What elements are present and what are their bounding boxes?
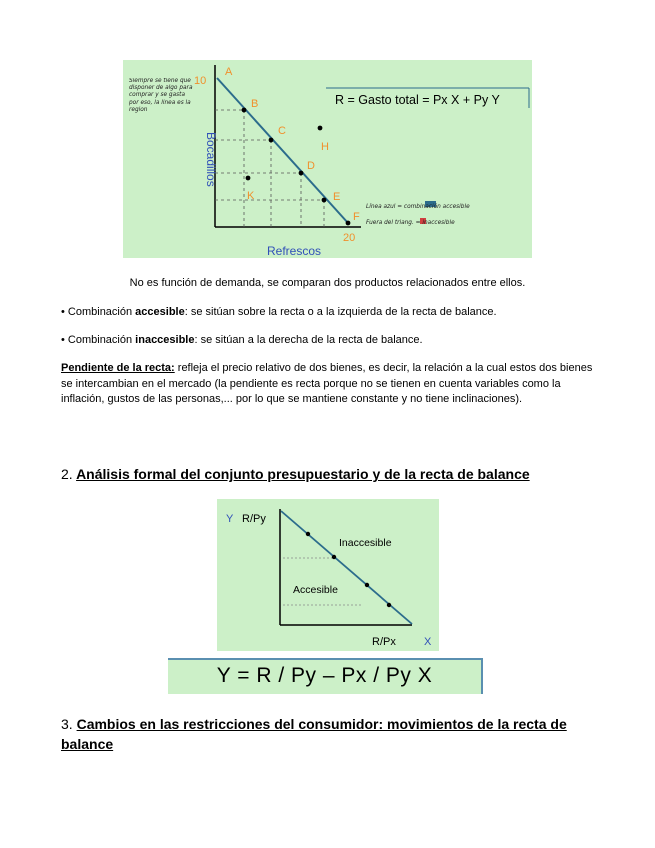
- point-h: [318, 126, 323, 131]
- point-label-c: C: [278, 125, 286, 137]
- point-f: [346, 221, 351, 226]
- budget-set-figure: [217, 499, 439, 651]
- bullet-accesible-prefix: • Combinación: [61, 306, 136, 318]
- fig2-y-intercept-label: R/Py: [242, 513, 266, 525]
- x-max-label: 20: [343, 232, 356, 244]
- section-2-number: 2.: [61, 466, 73, 482]
- point-label-d: D: [307, 160, 315, 172]
- fig2-guides: [283, 558, 363, 605]
- point-b: [242, 108, 247, 113]
- point-label-f: F: [353, 211, 360, 223]
- bullet-accesible: [61, 305, 601, 321]
- figure1-caption: No es función de demanda, se comparan dos productos relacionados entre ellos.: [129, 277, 526, 289]
- handwritten-note-box: [129, 78, 193, 152]
- bullet-inaccesible: [61, 333, 601, 349]
- point-label-e: E: [333, 191, 341, 203]
- fig2-x-intercept-label: R/Px: [372, 636, 396, 648]
- y-axis-label: Bocadillos: [204, 132, 218, 187]
- bullet-accesible-text: : se sitúan sobre la recta o a la izquierda de la recta de balance.: [184, 306, 497, 318]
- equation-box: [168, 658, 483, 694]
- section-2-title: Análisis formal del conjunto presupuestario y de la recta de balance: [76, 466, 530, 482]
- bullet-inaccesible-prefix: • Combinación: [61, 334, 136, 346]
- x-axis-label: Refrescos: [267, 244, 322, 258]
- point-e: [322, 198, 327, 203]
- section-3-title: Cambios en las restricciones del consumidor: movimientos de la recta de balance: [61, 716, 567, 752]
- handwritten-legend: [366, 201, 470, 226]
- budget-line-equation: Y = R / Py – Px / Py X: [216, 664, 433, 687]
- budget-set-chart: [217, 499, 439, 651]
- point-d: [299, 171, 304, 176]
- pendiente-title: Pendiente de la recta:: [61, 362, 175, 374]
- section-2-heading: [61, 466, 530, 482]
- legend-line-2: Fuera del triang. = inaccesible: [366, 220, 455, 226]
- fig2-y-axis-label: Y: [226, 513, 234, 525]
- fig2-inaccesible-label: Inaccesible: [339, 537, 392, 549]
- bullet-inaccesible-text: : se sitúan a la derecha de la recta de balance.: [194, 334, 423, 346]
- point-label-a: A: [225, 66, 233, 78]
- budget-line-chart: [123, 60, 532, 258]
- section-3-number: 3.: [61, 716, 73, 732]
- handwritten-note: Siempre se tiene que disponer de algo para comprar y se gasta por eso, la linea es la region: [129, 78, 193, 113]
- y-max-label: 10: [194, 75, 207, 87]
- fig2-budget-line: [281, 511, 412, 624]
- pendiente-text: refleja el precio relativo de dos bienes, es decir, la relación a la cual estos dos bienes se intercambian en el mercado (la pendiente es recta porque no se tienen en cuenta variables como la inflación, gustos de las personas,... por lo que se mantiene constante y no tiene inclinaciones).: [61, 362, 593, 405]
- budget-equation: R = Gasto total = Px X + Py Y: [335, 93, 500, 107]
- point-c: [269, 138, 274, 143]
- point-k: [246, 176, 251, 181]
- point-label-k: K: [247, 190, 255, 202]
- legend-line-1: Línea azul = combinación accesible: [366, 204, 470, 210]
- point-label-b: B: [251, 98, 259, 110]
- section-3-heading: [61, 714, 581, 754]
- pendiente-paragraph: [61, 361, 596, 408]
- point-label-h: H: [321, 141, 329, 153]
- fig2-accesible-label: Accesible: [293, 584, 338, 596]
- bullet-accesible-term: accesible: [135, 306, 185, 318]
- fig2-x-axis-label: X: [424, 636, 432, 648]
- bullet-inaccesible-term: inaccesible: [135, 334, 195, 346]
- budget-line-figure: [123, 60, 532, 258]
